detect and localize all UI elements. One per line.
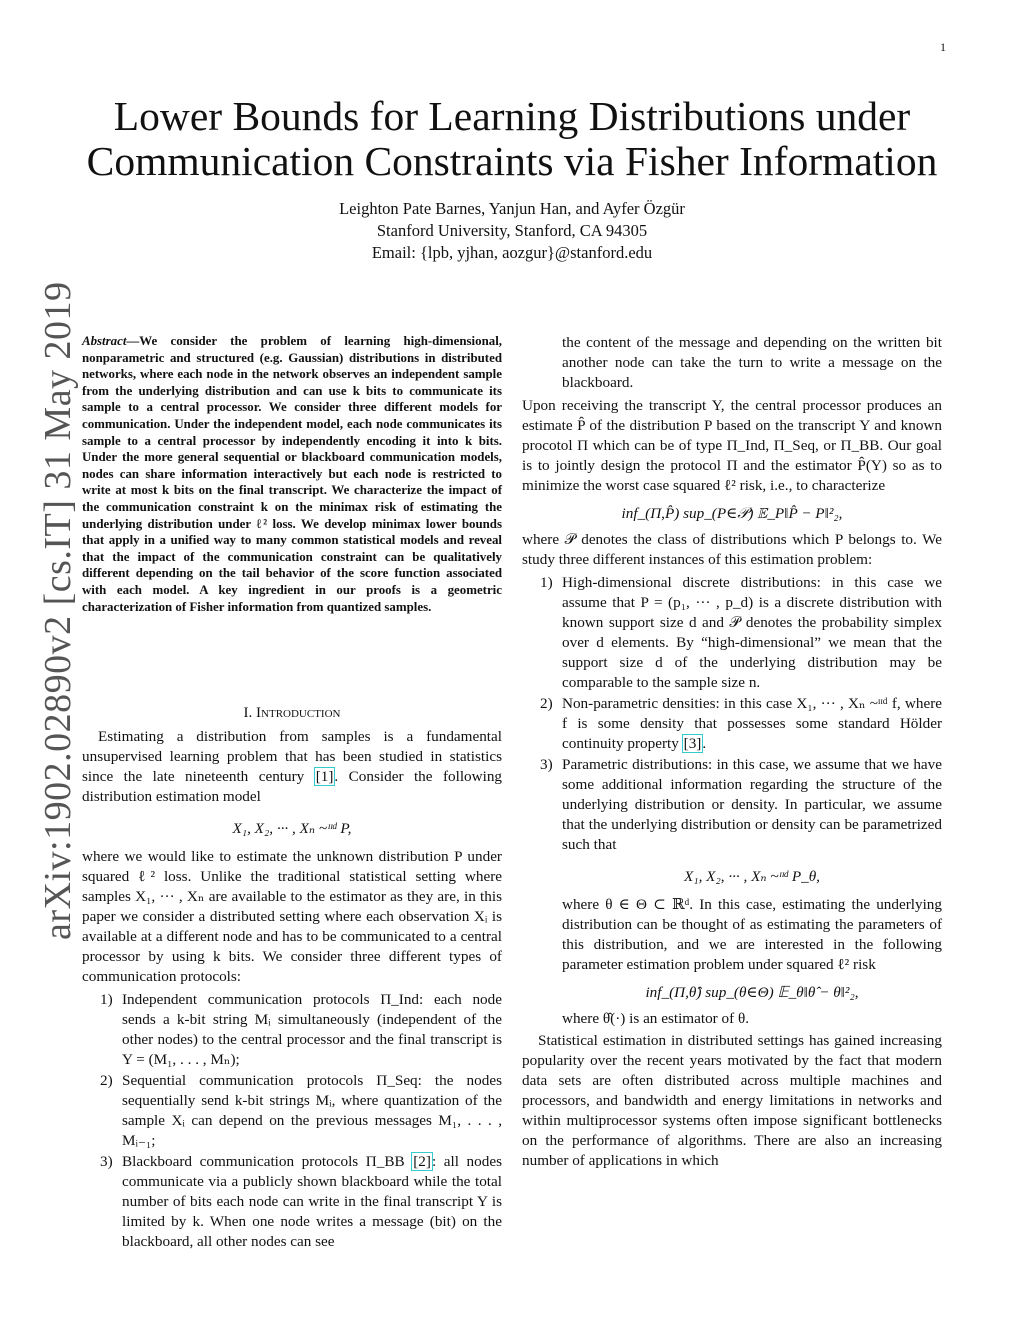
list-item — [522, 573, 942, 693]
list-number: 3) — [540, 756, 553, 773]
abstract-text: —We consider the problem of learning high-dimensional, nonparametric and structured (e.g. Gaussian) distributions in distributed networks, where each node in the network observes an independent sample from the underlying distribution and can use k bits to communicate its sample to a central processor. We consider three different models for communication. Under the independent model, each node communicates its sample to a central processor by independently encoding it into k bits. Under the more general sequential or blackboard communication models, nodes can share information interactively but each node is restricted to write at most k bits on the final transcript. We characterize the impact of the communication constraint k on the minimax risk of estimating the underlying distribution under ℓ² loss. We develop minimax lower bounds that apply in a unified way to many common statistical models and reveal that the impact of the communication constraint can be qualitatively different depending on the tail behavior of the score function associated with each model. A key ingredient in our proofs is a geometric characterization of Fisher information from quantized samples. — [82, 334, 502, 614]
list-text: Independent communication protocols Π_Ind: each node sends a k-bit string Mᵢ simultaneously (independent of the other nodes) to the central processor and the final transcript is Y = (M₁, . . . , Mₙ); — [122, 991, 502, 1068]
list-item — [82, 1071, 502, 1151]
paper-title — [60, 94, 964, 184]
citation-link[interactable]: [2] — [413, 1153, 431, 1170]
right-column-body — [522, 333, 942, 1171]
email: Email: {lpb, yjhan, aozgur}@stanford.edu — [371, 243, 653, 262]
title-line-2: Communication Constraints via Fisher Information — [86, 138, 938, 184]
abstract — [82, 333, 502, 615]
list-number: 1) — [540, 574, 553, 591]
equation-minimax-risk: inf_(Π,P̂) sup_(P∈𝒫) 𝔼_P‖P̂ − P‖²₂, — [621, 505, 843, 522]
intro-paragraph-1 — [82, 727, 502, 807]
intro-text-end: . Consider the following distribution estimation model — [82, 768, 503, 805]
equation-sampling-model: X₁, X₂, ··· , Xₙ ~ᶦᶦᵈ P, — [232, 820, 352, 837]
list-number: 3) — [100, 1153, 113, 1170]
arxiv-identifier: arXiv:1902.02890v2 [cs.IT] 31 May 2019 — [37, 281, 79, 940]
intro-paragraph-2: where we would like to estimate the unknown distribution P under squared ℓ² loss. Unlike the traditional statistical setting where samples X₁, ··· , Xₙ are available to the estimator as they are, in this paper we consider a distributed setting where each observation Xᵢ is available at a different node and has to be communicated to a central processor by using k bits. We consider three different types of communication protocols: — [82, 848, 502, 985]
list-text: Blackboard communication protocols Π_BB — [122, 1153, 413, 1170]
author-block — [60, 198, 964, 264]
affiliation: Stanford University, Stanford, CA 94305 — [376, 221, 648, 240]
page-number: 1 — [940, 40, 946, 54]
equation-parametric-model: X₁, X₂, ··· , Xₙ ~ᶦᶦᵈ P_θ, — [684, 868, 820, 885]
section-heading — [82, 703, 502, 723]
list-item — [82, 990, 502, 1070]
list-text: Parametric distributions: in this case, we assume that we have some additional information regarding the structure of the underlying distribution or density. In particular, we assume that the underlying distribution or density can be parametrized such that — [562, 756, 942, 853]
list-item — [522, 755, 942, 1029]
list-text-cont: where θ ∈ Θ ⊂ ℝᵈ. In this case, estimating the underlying distribution can be thought of as estimating the parameters of this distribution, and we are interested in the following parameter estimation problem under squared ℓ² risk — [562, 896, 942, 973]
title-line-1: Lower Bounds for Learning Distributions under — [113, 93, 911, 139]
paragraph-transcript: Upon receiving the transcript Y, the central processor produces an estimate P̂ of the distribution P based on the transcript Y and known procotol Π which can be of type Π_Ind, Π_Seq, or Π_BB. Our goal is to jointly design the protocol Π and the estimator P̂(Y) so as to minimize the worst case squared ℓ² risk, i.e., to characterize — [522, 397, 942, 494]
list-number: 2) — [540, 695, 553, 712]
instance-list — [522, 573, 942, 1029]
citation-link[interactable]: [1] — [315, 768, 334, 785]
list-text-end: . — [702, 735, 707, 752]
section-number: I. — [243, 705, 253, 721]
list-text: Non-parametric densities: in this case X₁, ··· , Xₙ ~ᶦᶦᵈ f, where f is some density that possesses some standard Hölder continuity property — [562, 695, 942, 752]
abstract-lead: Abstract — [82, 334, 127, 348]
list-item — [522, 694, 942, 754]
list-text: High-dimensional discrete distributions: in this case we assume that P = (p₁, ··· , p_d) is a discrete distribution with known support size d and 𝒫 denotes the probability simplex over d elements. By “high-dimensional” we mean that the support size d of the underlying distribution may be comparable to the sample size n. — [562, 574, 942, 691]
section-title: Introduction — [256, 705, 341, 721]
list-item — [82, 1152, 502, 1252]
left-column-body — [82, 727, 502, 1253]
list-text-end: where θ̂(·) is an estimator of θ. — [562, 1010, 750, 1027]
list-text: Sequential communication protocols Π_Seq: the nodes sequentially send k-bit strings Mᵢ, where quantization of the sample Xᵢ can depend on the previous messages M₁, . . . , Mᵢ₋₁; — [122, 1072, 502, 1149]
list-continuation: the content of the message and depending on the written bit another node can take the turn to write a message on the blackboard. — [562, 334, 942, 391]
list-number: 1) — [100, 991, 113, 1008]
list-text-cont: : all nodes communicate via a publicly shown blackboard while the total number of bits each node can write in the final transcript Y is limited by k. When one node writes a message (bit) on the blackboard, all other nodes can see — [122, 1153, 502, 1250]
list-number: 2) — [100, 1072, 113, 1089]
paragraph-motivation: Statistical estimation in distributed settings has gained increasing popularity over the recent years motivated by the fact that modern data sets are often distributed across multiple machines and processors, and bandwidth and energy limitations in networks and within multiprocessor systems often impose significant bottlenecks on the performance of algorithms. There are also an increasing number of applications in which — [522, 1032, 942, 1169]
protocol-list — [82, 990, 502, 1252]
equation-parameter-risk: inf_(Π,θ̂) sup_(θ∈Θ) 𝔼_θ‖θ̂ − θ‖²₂, — [645, 984, 859, 1001]
paragraph-instances: where 𝒫 denotes the class of distributions which P belongs to. We study three different instances of this estimation problem: — [522, 531, 942, 568]
citation-link[interactable]: [3] — [683, 735, 702, 752]
authors: Leighton Pate Barnes, Yanjun Han, and Ayfer Özgür — [339, 199, 685, 218]
intro-text: Estimating a distribution from samples is a fundamental unsupervised learning problem that has been studied in statistics since the late nineteenth century — [82, 728, 502, 785]
